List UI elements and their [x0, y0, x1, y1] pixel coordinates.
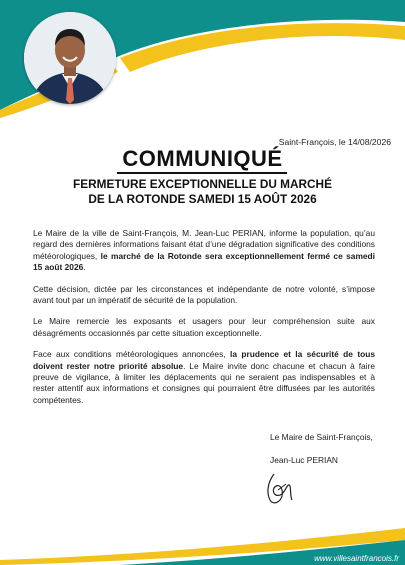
paragraph-3: Le Maire remercie les exposants et usagers pour leur compréhension suite aux désagréments occasionnés par cette situation exceptionnelle.	[33, 316, 375, 338]
paragraph-4-bold: la prudence et la sécurité de tous doivent rester notre priorité absolue	[33, 349, 375, 371]
signature-title: Le Maire de Saint-François,	[270, 432, 373, 442]
subtitle-line-1: FERMETURE EXCEPTIONNELLE DU MARCHÉ	[73, 177, 332, 191]
document-title: COMMUNIQUÉ	[122, 146, 283, 171]
subtitle-line-2: DE LA ROTONDE SAMEDI 15 AOÛT 2026	[88, 192, 317, 206]
handwritten-signature	[260, 470, 302, 506]
document-body	[33, 228, 375, 416]
title-underline	[117, 172, 287, 174]
paragraph-4-end: . Le Maire invite donc chacune et chacun à faire preuve de vigilance, à limiter les déplacements qui ne seraient pas indispensables et à rester attentif aux informations et consignes qui pourraient être diffusées par les autorités compétentes.	[33, 360, 375, 405]
paragraph-1-text: Le Maire de la ville de Saint-François, M. Jean-Luc PERIAN, informe la population, qu’au regard des dernières informations faisant état d’une dégradation significative des conditions météorologiques,	[33, 228, 375, 261]
document-subtitle	[0, 177, 405, 207]
date-line: Saint-François, le 14/08/2026	[278, 137, 391, 147]
paragraph-2: Cette décision, dictée par les circonstances et indépendante de notre volonté, s’impose avant tout par un impératif de sécurité de la population.	[33, 283, 375, 306]
paragraph-1	[33, 228, 375, 274]
paragraph-1-end: .	[83, 262, 86, 273]
signature-name: Jean-Luc PERIAN	[270, 455, 338, 465]
paragraph-4	[33, 349, 375, 406]
mayor-portrait	[24, 12, 116, 104]
website-link[interactable]: www.villesaintfrancois.fr	[314, 554, 399, 563]
paragraph-4-text: Face aux conditions météorologiques annoncées,	[33, 349, 230, 360]
paragraph-1-bold: le marché de la Rotonde sera exceptionnellement fermé ce samedi 15 août 2026	[33, 250, 375, 273]
